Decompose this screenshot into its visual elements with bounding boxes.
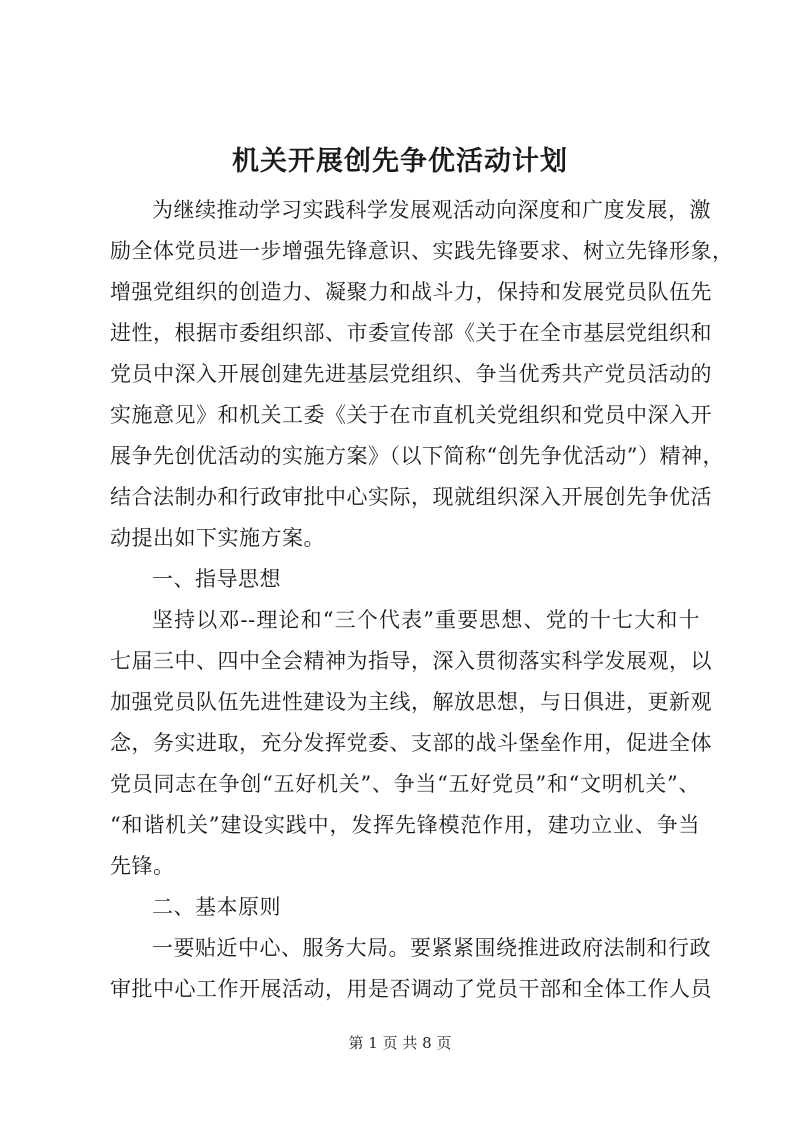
text-line: 坚持以邓--理论和“三个代表”重要思想、党的十七大和十 <box>152 608 700 632</box>
text-line: 展争先创优活动的实施方案》（以下简称“创先争优活动”）精神， <box>110 444 724 468</box>
document-body <box>110 190 734 1010</box>
text-line: 先锋。 <box>110 854 175 878</box>
text-line: 动提出如下实施方案。 <box>110 526 325 550</box>
text-line: 党员同志在争创“五好机关”、争当“五好党员”和“文明机关”、 <box>110 772 700 796</box>
text-line: 进性，根据市委组织部、市委宣传部《关于在全市基层党组织和 <box>110 321 712 345</box>
text-line: 一要贴近中心、服务大局。要紧紧围绕推进政府法制和行政 <box>152 936 711 960</box>
text-line: 结合法制办和行政审批中心实际，现就组织深入开展创先争优活 <box>110 485 712 509</box>
text-line: 实施意见》和机关工委《关于在市直机关党组织和党员中深入开 <box>110 403 712 427</box>
document-title: 机关开展创先争优活动计划 <box>232 146 568 177</box>
page-footer: 第 1 页 共 8 页 <box>348 1034 452 1052</box>
text-line: 审批中心工作开展活动，用是否调动了党员干部和全体工作人员 <box>110 977 712 1001</box>
text-line: “和谐机关”建设实践中，发挥先锋模范作用，建功立业、争当 <box>110 813 700 837</box>
text-line: 一、指导思想 <box>152 567 281 591</box>
text-line: 加强党员队伍先进性建设为主线，解放思想，与日俱进，更新观 <box>110 690 712 714</box>
text-line: 增强党组织的创造力、凝聚力和战斗力，保持和发展党员队伍先 <box>110 280 712 304</box>
text-line: 党员中深入开展创建先进基层党组织、争当优秀共产党员活动的 <box>110 362 712 386</box>
text-line: 励全体党员进一步增强先锋意识、实践先锋要求、树立先锋形象， <box>110 239 734 263</box>
text-line: 二、基本原则 <box>152 895 281 919</box>
text-line: 七届三中、四中全会精神为指导，深入贯彻落实科学发展观，以 <box>110 649 712 673</box>
text-line: 念，务实进取，充分发挥党委、支部的战斗堡垒作用，促进全体 <box>110 731 712 755</box>
text-line: 为继续推动学习实践科学发展观活动向深度和广度发展，激 <box>152 198 711 222</box>
